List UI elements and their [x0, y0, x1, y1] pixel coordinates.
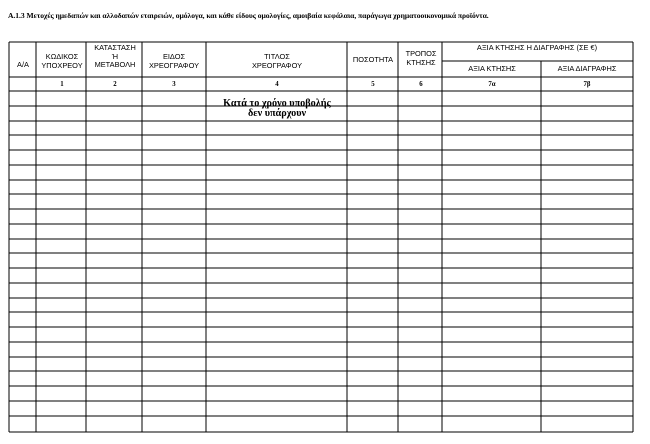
col-number-6: 6	[419, 81, 423, 88]
col-header-code-line2: ΥΠΟΧΡΕΟΥ	[41, 60, 83, 70]
col-header-code	[36, 53, 88, 70]
no-holdings-note-line1: Κατά το χρόνο υποβολής	[223, 98, 331, 109]
col-header-value-group: ΑΞΙΑ ΚΤΗΣΗΣ Η ΔΙΑΓΡΑΦΗΣ (ΣΕ €)	[476, 43, 598, 52]
col-header-security-title-line2: ΧΡΕΟΓΡΑΦΟΥ	[251, 60, 303, 70]
col-header-security-title-line1: ΤΙΤΛΟΣ	[264, 52, 290, 61]
no-holdings-note	[206, 99, 348, 119]
col-header-method-line1: ΤΡΟΠΟΣ	[405, 49, 437, 58]
col-header-acquisition-value: ΑΞΙΑ ΚΤΗΣΗΣ	[468, 64, 516, 73]
section-title: A.1.3 Μετοχές ημεδαπών και αλλοδαπών εταιρειών, ομόλογα, και κάθε είδους ομολογίες, αμοιβαία κεφάλαια, παράγωγα χρηματοοικονομικά προϊόντα.	[8, 11, 489, 20]
col-header-deletion-value: ΑΞΙΑ ΔΙΑΓΡΑΦΗΣ	[557, 64, 617, 73]
col-header-type-line1: ΕΙΔΟΣ	[162, 52, 186, 61]
col-header-security-title	[206, 53, 348, 70]
col-number-2: 2	[113, 81, 117, 88]
col-header-status-line1: ΚΑΤΑΣΤΑΣΗ	[94, 43, 136, 52]
col-header-type	[142, 53, 206, 70]
col-header-aa: Α/Α	[17, 60, 29, 69]
col-number-5: 5	[371, 81, 375, 88]
col-header-status-line2: Ή	[111, 51, 119, 61]
col-number-3: 3	[172, 81, 176, 88]
col-number-7a: 7α	[488, 81, 496, 88]
no-holdings-note-line2: δεν υπάρχουν	[247, 108, 307, 119]
col-header-type-line2: ΧΡΕΟΓΡΑΦΟΥ	[148, 60, 200, 70]
col-number-1: 1	[60, 81, 64, 88]
col-header-quantity: ΠΟΣΟΤΗΤΑ	[352, 55, 394, 64]
col-header-code-line1: ΚΩΔΙΚΟΣ	[45, 52, 79, 61]
col-header-method-line2: ΚΤΗΣΗΣ	[406, 57, 436, 67]
col-number-4: 4	[275, 81, 279, 88]
col-header-status-line3: ΜΕΤΑΒΟΛΗ	[94, 60, 136, 70]
col-header-method	[398, 50, 444, 67]
col-number-7b: 7β	[583, 81, 591, 88]
col-header-status	[86, 44, 144, 70]
